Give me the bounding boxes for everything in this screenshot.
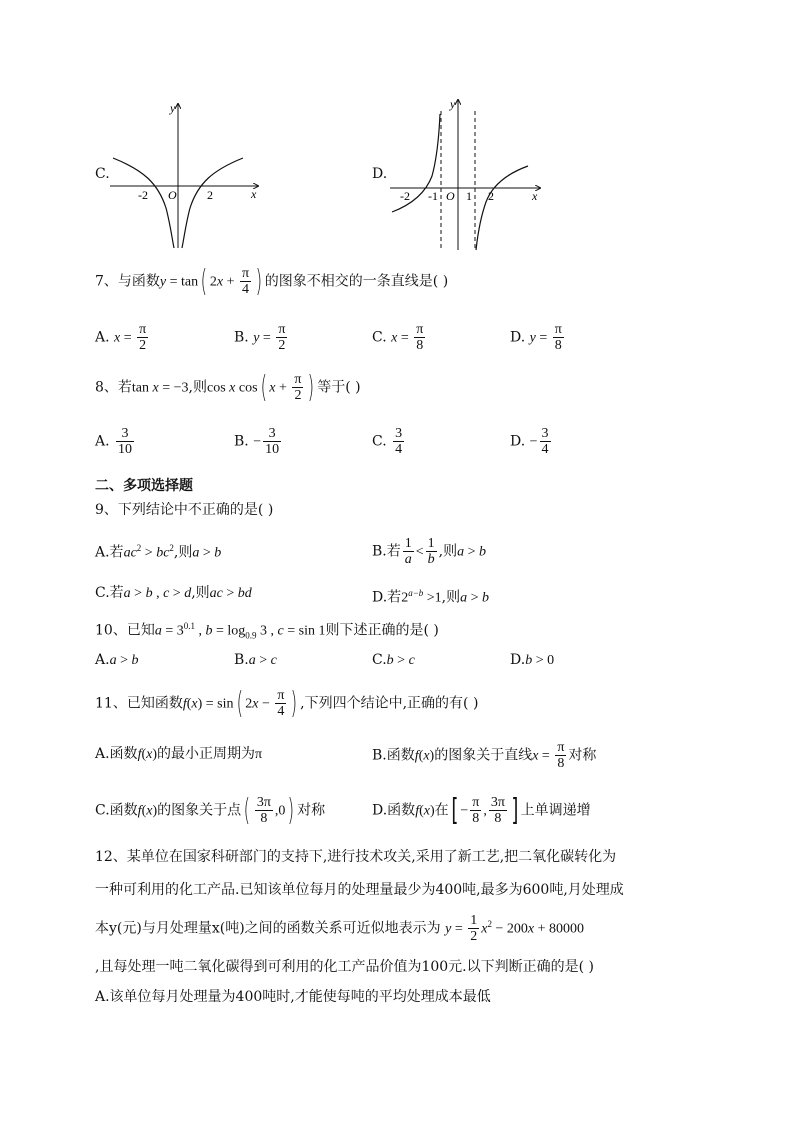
question-7: 7、与函数y = tan( 2x + $\frac{\pi}{4}$ ) 的图象不相交的一条直线是( ) (95, 263, 449, 299)
question-9: 9、下列结论中不正确的是( ) (95, 502, 274, 518)
q7-option-c: C. x = $\frac{\pi}{8}$ (372, 322, 424, 353)
q10-stem-start: 10、已知 (95, 622, 155, 639)
q7-option-d: D. y = $\frac{\pi}{8}$ (510, 322, 562, 353)
q11-d-pre: D.函数 (372, 802, 416, 819)
q12-line-4: ,且每处理一吨二氧化碳得到可利用的化工产品价值为100元.以下判断正确的是( ) (95, 959, 594, 975)
q8-b-label: B. (234, 433, 249, 450)
q9-b-pre: B.若 (372, 543, 401, 560)
q9-a-pre: A.若 (95, 544, 124, 561)
q9-option-d: D.若$2^{a-b} >1$,则a > b (372, 588, 490, 606)
x-axis-label: x (532, 189, 538, 203)
q10-a-label: A. (95, 652, 110, 668)
q11-c-end: 对称 (297, 802, 326, 819)
q9-c-pre: C.若 (95, 585, 124, 601)
q7-stem-end: 的图象不相交的一条直线是( ) (264, 273, 449, 290)
tick-neg2: -2 (400, 189, 410, 203)
q11-b-mid: 的图象关于直线 (434, 747, 533, 764)
q11-stem-end: ,下列四个结论中,正确的有( ) (300, 695, 479, 712)
q8-stem-mid: ,则 (188, 379, 207, 396)
q9-b-mid: ,则 (438, 543, 458, 560)
tick-1: 1 (466, 189, 472, 203)
q11-stem-start: 11、已知函数 (95, 695, 183, 712)
tick-neg1: -1 (428, 189, 438, 203)
q9-option-c: C.若a > b , c > d,则ac > bd (95, 585, 252, 601)
q7-option-a: A. x = $\frac{\pi}{2}$ (95, 322, 147, 353)
q10-stem-end: 则下述正确的是( ) (325, 622, 439, 639)
graph-d (388, 96, 548, 252)
section-2-title: 二、多项选择题 (95, 478, 193, 494)
origin-label: O (168, 188, 177, 202)
q10-option-b: B.a > c (234, 652, 277, 668)
curve-left (113, 158, 174, 248)
q8-d-label: D. (510, 433, 526, 450)
q11-c-pre: C.函数 (95, 802, 138, 819)
q8-a-label: A. (95, 433, 110, 450)
q11-b-end: 对称 (568, 747, 597, 764)
q8-c-label: C. (372, 433, 387, 450)
graph-c (108, 98, 268, 250)
q7-a-label: A. (95, 329, 110, 346)
q10-option-d: D.b > 0 (510, 652, 555, 668)
q11-option-c: C.函数f(x)的图象关于点( $\frac{3\pi}{8}$ ,0) 对称 (95, 792, 326, 828)
q11-option-a: A.函数f(x)的最小正周期为π (95, 746, 263, 762)
question-11: 11、已知函数f(x) = sin( 2x − $\frac{\pi}{4}$ ) ,下列四个结论中,正确的有( ) (95, 685, 479, 721)
q10-option-a: A.a > b (95, 652, 139, 668)
q8-option-b: B. − $\frac{3}{10}$ (234, 426, 280, 457)
q8-option-d: D. − $\frac{3}{4}$ (510, 426, 549, 457)
q9-d-mid: ,则 (441, 589, 461, 606)
q7-b-label: B. (234, 329, 249, 346)
q10-b-label: B. (234, 652, 249, 668)
q12-line-2: 一种可利用的化工产品.已知该单位每月的处理量最少为400吨,最多为600吨,月处理成 (95, 882, 624, 898)
q9-option-b: B.若 $\frac{1}{a}$ < $\frac{1}{b}$ ,则a > b (372, 536, 487, 567)
tick-neg2: -2 (138, 188, 148, 202)
y-axis-label: y (170, 101, 176, 115)
q9-d-pre: D.若 (372, 589, 402, 606)
q12-line-1: 12、某单位在国家科研部门的支持下,进行技术攻关,采用了新工艺,把二氧化碳转化为 (95, 849, 617, 865)
q9-option-a: A.若$ac^2 > bc^2$,则a > b (95, 543, 222, 561)
q10-option-c: C.b > c (372, 652, 415, 668)
q12-line-3-text: 本y(元)与月处理量x(吨)之间的函数关系可近似地表示为 (95, 920, 441, 937)
q12-option-a: A.该单位每月处理量为400吨时,才能使每吨的平均处理成本最低 (95, 989, 491, 1005)
curve-right (182, 158, 243, 248)
q9-a-mid: ,则 (173, 544, 193, 561)
q8-option-c: C. $\frac{3}{4}$ (372, 426, 403, 457)
q10-c-label: C. (372, 652, 387, 668)
q11-b-pre: B.函数 (372, 747, 415, 764)
q7-d-label: D. (510, 329, 526, 346)
q8-option-a: A. $\frac{3}{10}$ (95, 426, 133, 457)
origin-label: O (446, 189, 455, 203)
q11-option-d: D.函数f(x)在[ − $\frac{\pi}{8}$ , $\frac{3\pi}{8}$ ] 上单调递增 (372, 792, 591, 828)
q8-stem-end: 等于( ) (317, 379, 361, 396)
q7-option-b: B. y = $\frac{\pi}{2}$ (234, 322, 286, 353)
option-c-label: C. (95, 166, 110, 182)
q11-a-pre: A.函数 (95, 746, 138, 762)
q8-stem-start: 8、若 (95, 379, 132, 396)
y-axis-label: y (450, 97, 456, 111)
x-axis-label: x (251, 187, 257, 201)
q7-c-label: C. (372, 329, 387, 346)
curve-right-branch (476, 166, 528, 250)
option-d-label: D. (372, 166, 388, 182)
q11-d-end: 上单调递增 (520, 802, 591, 819)
q11-a-end: 的最小正周期为 (157, 746, 256, 762)
question-8: 8、若tan x = −3,则cos x cos( x + $\frac{\pi}{2}$ ) 等于( ) (95, 369, 361, 405)
q11-c-mid: 的图象关于点 (157, 802, 242, 819)
tick-2: 2 (488, 189, 494, 203)
question-10: 10、已知$a = 3^{0.1}$ , $b = \log_{0.9} 3$ , c = sin 1则下述正确的是( ) (95, 621, 439, 641)
q10-d-label: D. (510, 652, 526, 668)
q12-line-3: 本y(元)与月处理量x(吨)之间的函数关系可近似地表示为 y = $\frac{1}{2}$ $x^2 - 200x + 80000$ (95, 913, 584, 944)
q7-stem-start: 7、与函数 (95, 273, 160, 290)
q11-option-b: B.函数f(x)的图象关于直线x = $\frac{\pi}{8}$ 对称 (372, 740, 597, 771)
tick-2: 2 (207, 188, 213, 202)
q9-c-mid: ,则 (191, 585, 210, 601)
q11-d-mid: 在 (434, 802, 449, 819)
